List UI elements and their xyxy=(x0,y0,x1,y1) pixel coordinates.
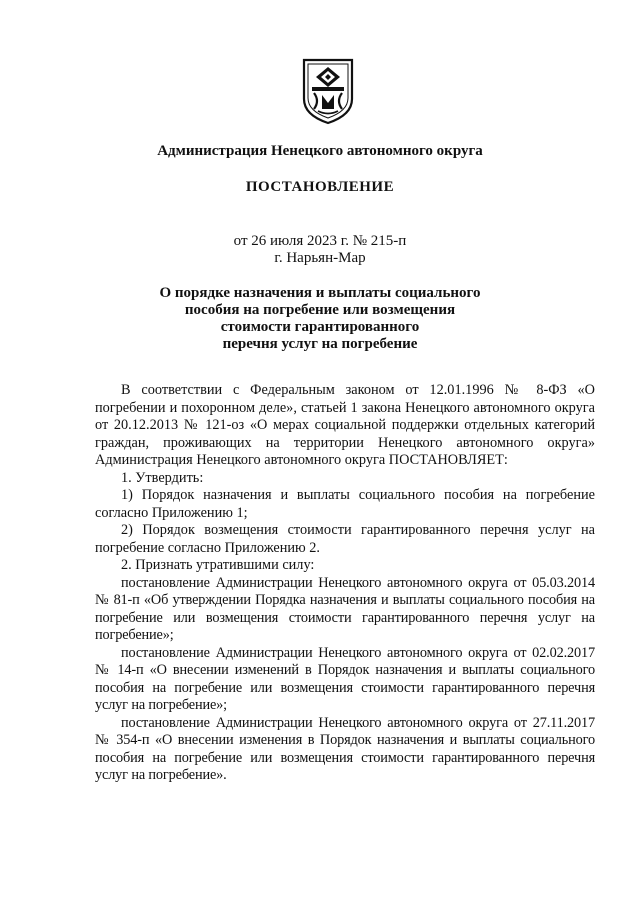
document-date-number: от 26 июля 2023 г. № 215-п xyxy=(233,233,407,249)
body-paragraph: постановление Администрации Ненецкого автономного округа от 02.02.2017 № 14-п «О внесении изменений в Порядок назначения и выплаты социального пособия на погребение или возмещения стоимости гарантированного перечня услуг на погребение»; xyxy=(95,644,595,713)
title-line: О порядке назначения и выплаты социального xyxy=(159,285,481,301)
coat-of-arms-emblem xyxy=(300,57,356,125)
body-paragraph: 1. Утвердить: xyxy=(121,469,204,486)
document-type: ПОСТАНОВЛЕНИЕ xyxy=(245,179,395,195)
title-line: перечня услуг на погребение xyxy=(222,336,418,352)
title-line: стоимости гарантированного xyxy=(220,319,420,335)
body-paragraph: 2. Признать утратившими силу: xyxy=(121,557,315,573)
body-paragraph: 1) Порядок назначения и выплаты социального пособия на погребение согласно Приложению 1; xyxy=(95,487,595,521)
document-place: г. Нарьян-Мар xyxy=(274,250,366,266)
document-body xyxy=(95,382,595,785)
body-paragraph: В соответствии с Федеральным законом от 12.01.1996 № 8-ФЗ «О погребении и похоронном деле», статьей 1 закона Ненецкого автономного округа от 20.12.2013 № 121-оз «О мерах социальной поддержки отдельных категорий граждан, проживающих на территории Ненецкого автономного округа» Администрация Ненецкого автономного округа ПОСТАНОВЛЯЕТ: xyxy=(95,382,595,468)
document-title xyxy=(0,285,640,353)
body-paragraph: постановление Администрации Ненецкого автономного округа от 27.11.2017 № 354-п «О внесении изменения в Порядок назначения и выплаты социального пособия на погребение или возмещения стоимости гарантированного перечня услуг на погребение». xyxy=(95,714,595,783)
body-paragraph: постановление Администрации Ненецкого автономного округа от 05.03.2014 № 81-п «Об утверждении Порядка назначения и выплаты социального пособия на погребение или возмещения стоимости гарантированного перечня услуг на погребение»; xyxy=(95,574,595,643)
body-paragraph: 2) Порядок возмещения стоимости гарантированного перечня услуг на погребение согласно Приложению 2. xyxy=(95,522,595,556)
title-line: пособия на погребение или возмещения xyxy=(184,302,456,318)
organization-name: Администрация Ненецкого автономного округа xyxy=(157,143,483,159)
